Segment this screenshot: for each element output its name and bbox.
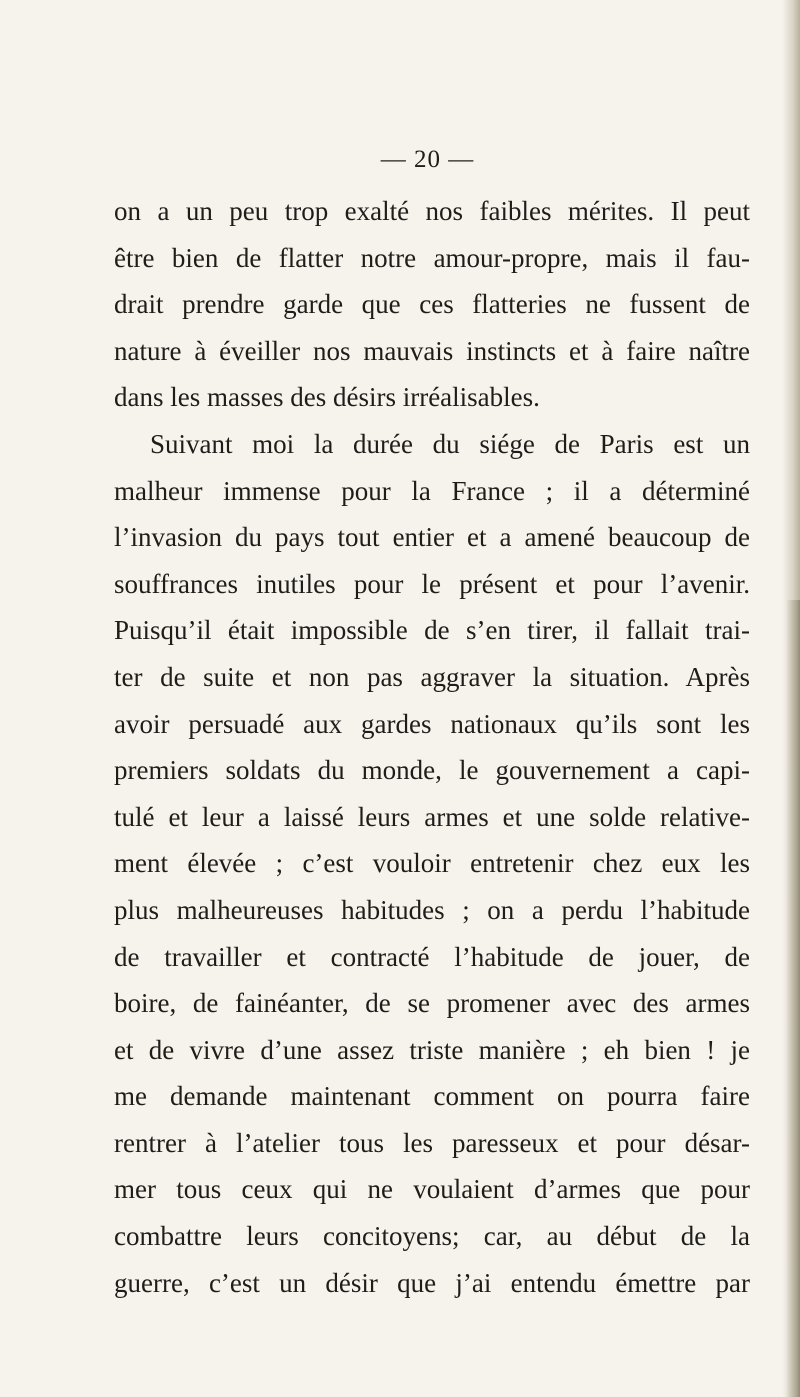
page-edge-shadow-lower bbox=[786, 600, 800, 1397]
page-number: — 20 — bbox=[380, 146, 475, 173]
text-line: l’invasion du pays tout entier et a amené beaucoup de bbox=[114, 522, 750, 553]
text-line: de travailler et contracté l’habitude de jouer, de bbox=[114, 941, 750, 972]
text-line: avoir persuadé aux gardes nationaux qu’ils sont les bbox=[114, 708, 750, 739]
text-line: drait prendre garde que ces flatteries ne fussent de bbox=[114, 289, 750, 320]
text-line: dans les masses des désirs irréalisables. bbox=[114, 382, 540, 413]
text-line: guerre, c’est un désir que j’ai entendu émettre par bbox=[114, 1267, 750, 1298]
text-line: tulé et leur a laissé leurs armes et une solde relative- bbox=[114, 801, 750, 832]
text-line: ter de suite et non pas aggraver la situation. Après bbox=[114, 661, 750, 692]
text-line: Puisqu’il était impossible de s’en tirer, il fallait trai- bbox=[114, 615, 750, 646]
text-line: rentrer à l’atelier tous les paresseux et pour désar- bbox=[114, 1127, 750, 1158]
text-line: souffrances inutiles pour le présent et pour l’avenir. bbox=[114, 568, 750, 599]
text-line: être bien de flatter notre amour-propre, mais il fau- bbox=[114, 242, 750, 273]
text-line: combattre leurs concitoyens; car, au début de la bbox=[114, 1221, 750, 1252]
text-line: plus malheureuses habitudes ; on a perdu l’habitude bbox=[114, 894, 750, 925]
text-line: me demande maintenant comment on pourra faire bbox=[114, 1081, 750, 1112]
text-line: Suivant moi la durée du siége de Paris est un bbox=[150, 428, 750, 459]
text-line: nature à éveiller nos mauvais instincts et à faire naître bbox=[114, 335, 750, 366]
text-line: mer tous ceux qui ne voulaient d’armes que pour bbox=[114, 1174, 750, 1205]
text-line: on a un peu trop exalté nos faibles mérites. Il peut bbox=[114, 196, 750, 226]
text-line: et de vivre d’une assez triste manière ; eh bien ! je bbox=[114, 1034, 750, 1065]
text-line: ment élevée ; c’est vouloir entretenir chez eux les bbox=[114, 848, 750, 879]
text-line: premiers soldats du monde, le gouvernement a capi- bbox=[114, 755, 750, 786]
body-text bbox=[114, 188, 750, 1306]
text-line: malheur immense pour la France ; il a déterminé bbox=[114, 475, 750, 506]
text-line: boire, de fainéanter, de se promener avec des armes bbox=[114, 988, 750, 1019]
